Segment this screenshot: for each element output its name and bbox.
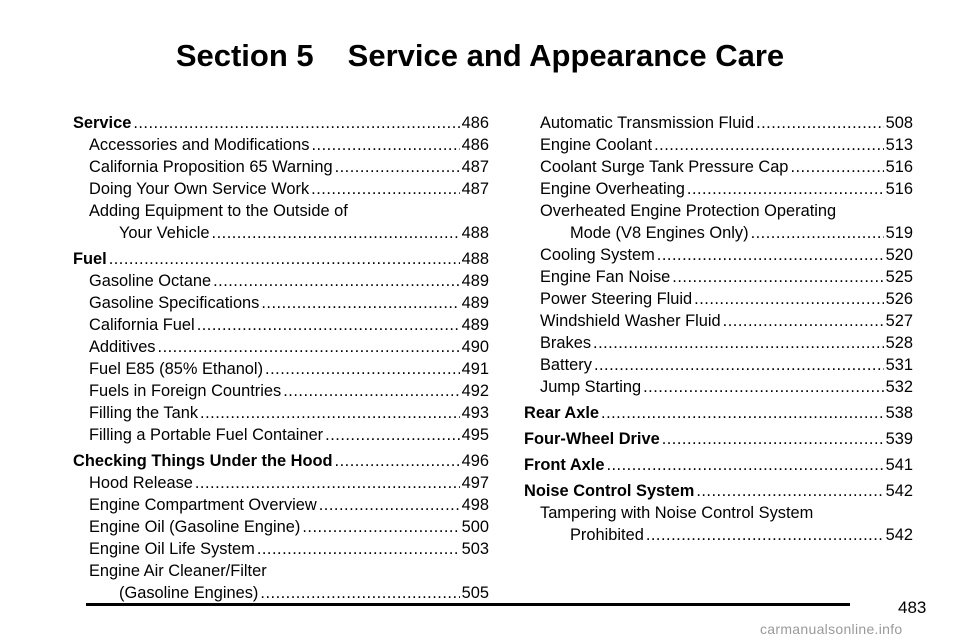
- dot-leader: [593, 332, 884, 354]
- toc-entry[interactable]: [73, 222, 489, 244]
- toc-page-number: 490: [461, 338, 489, 356]
- toc-page-number: 503: [461, 540, 489, 558]
- toc-entry[interactable]: [524, 376, 913, 398]
- toc-entry-label: Engine Fan Noise: [540, 268, 671, 286]
- toc-page-number: 488: [461, 250, 489, 268]
- toc-entry[interactable]: [73, 560, 489, 582]
- toc-page-number: 489: [461, 316, 489, 334]
- toc-page-number: 520: [885, 246, 913, 264]
- toc-entry[interactable]: [524, 310, 913, 332]
- toc-entry-label: Brakes: [540, 334, 592, 352]
- toc-page-number: 531: [885, 356, 913, 374]
- toc-page-number: 526: [885, 290, 913, 308]
- dot-leader: [646, 524, 884, 546]
- dot-leader: [325, 424, 459, 446]
- toc-entry-label: Fuel E85 (85% Ethanol): [89, 360, 264, 378]
- toc-right-column: [524, 112, 913, 546]
- toc-entry[interactable]: [73, 178, 489, 200]
- dot-leader: [302, 516, 459, 538]
- dot-leader: [213, 270, 460, 292]
- toc-entry-label: Engine Overheating: [540, 180, 685, 198]
- toc-page-number: 541: [885, 456, 913, 474]
- toc-section-heading[interactable]: [524, 428, 913, 450]
- dot-leader: [723, 310, 884, 332]
- toc-entry-label: Adding Equipment to the Outside of: [89, 202, 348, 220]
- toc-page-number: 487: [461, 158, 489, 176]
- toc-entry[interactable]: [73, 358, 489, 380]
- dot-leader: [662, 428, 884, 450]
- toc-page-number: 491: [461, 360, 489, 378]
- toc-entry-label: Tampering with Noise Control System: [540, 504, 814, 522]
- toc-entry[interactable]: [73, 424, 489, 446]
- dot-leader: [654, 134, 884, 156]
- toc-entry-label: Filling the Tank: [89, 404, 199, 422]
- toc-entry-label: Front Axle: [524, 456, 605, 474]
- toc-page-number: 488: [461, 224, 489, 242]
- toc-entry-label: Service: [73, 114, 132, 132]
- toc-entry-label: Checking Things Under the Hood: [73, 452, 333, 470]
- toc-entry[interactable]: [73, 200, 489, 222]
- toc-entry-label: Engine Coolant: [540, 136, 653, 154]
- toc-entry-label: Windshield Washer Fluid: [540, 312, 721, 330]
- toc-page-number: 489: [461, 272, 489, 290]
- toc-page-number: 497: [461, 474, 489, 492]
- toc-entry-label: Gasoline Octane: [89, 272, 212, 290]
- toc-entry-label: Prohibited: [570, 526, 644, 544]
- toc-section-heading[interactable]: [524, 402, 913, 424]
- dot-leader: [694, 288, 883, 310]
- dot-leader: [283, 380, 459, 402]
- toc-page-number: 527: [885, 312, 913, 330]
- dot-leader: [657, 244, 884, 266]
- toc-page-number: 495: [461, 426, 489, 444]
- toc-entry-label: Engine Oil (Gasoline Engine): [89, 518, 301, 536]
- toc-page-number: 532: [885, 378, 913, 396]
- toc-entry[interactable]: [73, 292, 489, 314]
- toc-entry-label: California Proposition 65 Warning: [89, 158, 333, 176]
- dot-leader: [790, 156, 883, 178]
- toc-entry[interactable]: [524, 156, 913, 178]
- dot-leader: [643, 376, 884, 398]
- toc-entry-label: Rear Axle: [524, 404, 600, 422]
- toc-page-number: 505: [461, 584, 489, 602]
- dot-leader: [197, 314, 460, 336]
- toc-entry[interactable]: [73, 582, 489, 604]
- toc-entry[interactable]: [524, 222, 913, 244]
- toc-entry-label: Battery: [540, 356, 592, 374]
- toc-entry[interactable]: [524, 354, 913, 376]
- toc-page-number: 508: [885, 114, 913, 132]
- toc-entry[interactable]: [73, 314, 489, 336]
- toc-page-number: 519: [885, 224, 913, 242]
- toc-section-heading[interactable]: [73, 112, 489, 134]
- toc-entry-label: Additives: [89, 338, 156, 356]
- toc-entry[interactable]: [524, 266, 913, 288]
- toc-entry[interactable]: [524, 244, 913, 266]
- section-label: Section 5: [175, 38, 314, 73]
- dot-leader: [257, 538, 460, 560]
- toc-entry[interactable]: [73, 270, 489, 292]
- dot-leader: [687, 178, 884, 200]
- dot-leader: [260, 582, 459, 604]
- toc-entry-label: Four-Wheel Drive: [524, 430, 660, 448]
- toc-entry[interactable]: [73, 472, 489, 494]
- toc-section-heading[interactable]: [524, 480, 913, 502]
- toc-page-number: 528: [885, 334, 913, 352]
- toc-page-number: 539: [885, 430, 913, 448]
- toc-page-number: 486: [461, 114, 489, 132]
- dot-leader: [319, 494, 460, 516]
- toc-page-number: 500: [461, 518, 489, 536]
- toc-entry[interactable]: [524, 112, 913, 134]
- toc-entry-label: Hood Release: [89, 474, 193, 492]
- dot-leader: [751, 222, 884, 244]
- toc-entry[interactable]: [73, 156, 489, 178]
- dot-leader: [335, 450, 460, 472]
- dot-leader: [311, 134, 459, 156]
- toc-entry-label: (Gasoline Engines): [119, 584, 259, 602]
- dot-leader: [195, 472, 460, 494]
- toc-entry[interactable]: [73, 402, 489, 424]
- dot-leader: [601, 402, 884, 424]
- toc-entry[interactable]: [73, 134, 489, 156]
- toc-entry[interactable]: [73, 336, 489, 358]
- toc-page-number: 516: [885, 180, 913, 198]
- toc-entry-label: Doing Your Own Service Work: [89, 180, 310, 198]
- toc-page-number: 487: [461, 180, 489, 198]
- toc-entry[interactable]: [524, 288, 913, 310]
- toc-section-heading[interactable]: [73, 450, 489, 472]
- dot-leader: [311, 178, 459, 200]
- toc-page-number: 496: [461, 452, 489, 470]
- toc-entry[interactable]: [73, 380, 489, 402]
- watermark: carmanualsonline.info: [760, 621, 903, 637]
- toc-entry[interactable]: [524, 502, 913, 524]
- toc-left-column: [73, 112, 489, 604]
- footer-rule: [86, 603, 850, 606]
- dot-leader: [756, 112, 884, 134]
- dot-leader: [606, 454, 883, 476]
- toc-entry[interactable]: [73, 538, 489, 560]
- toc-page-number: 542: [885, 482, 913, 500]
- dot-leader: [594, 354, 884, 376]
- toc-page-number: 486: [461, 136, 489, 154]
- toc-entry-label: Fuels in Foreign Countries: [89, 382, 282, 400]
- toc-entry[interactable]: [73, 494, 489, 516]
- toc-page-number: 538: [885, 404, 913, 422]
- section-title: Service and Appearance Care: [347, 38, 785, 73]
- toc-section-heading[interactable]: [524, 454, 913, 476]
- dot-leader: [265, 358, 460, 380]
- dot-leader: [133, 112, 459, 134]
- dot-leader: [672, 266, 883, 288]
- toc-entry[interactable]: [524, 524, 913, 546]
- toc-page-number: 492: [461, 382, 489, 400]
- toc-entry-label: Engine Compartment Overview: [89, 496, 317, 514]
- toc-entry-label: Filling a Portable Fuel Container: [89, 426, 324, 444]
- toc-entry-label: Cooling System: [540, 246, 655, 264]
- toc-entry[interactable]: [73, 516, 489, 538]
- dot-leader: [212, 222, 460, 244]
- toc-entry-label: Coolant Surge Tank Pressure Cap: [540, 158, 789, 176]
- dot-leader: [109, 248, 460, 270]
- dot-leader: [335, 156, 460, 178]
- toc-entry-label: Fuel: [73, 250, 107, 268]
- toc-entry-label: Gasoline Specifications: [89, 294, 260, 312]
- toc-entry-label: Overheated Engine Protection Operating: [540, 202, 837, 220]
- toc-page-number: 513: [885, 136, 913, 154]
- toc-page-number: 542: [885, 526, 913, 544]
- toc-entry-label: California Fuel: [89, 316, 195, 334]
- toc-entry-label: Jump Starting: [540, 378, 642, 396]
- dot-leader: [696, 480, 883, 502]
- toc-entry-label: Noise Control System: [524, 482, 695, 500]
- toc-entry-label: Your Vehicle: [119, 224, 210, 242]
- dot-leader: [158, 336, 460, 358]
- toc-page-number: 489: [461, 294, 489, 312]
- toc-page-number: 525: [885, 268, 913, 286]
- toc-section-heading[interactable]: [73, 248, 489, 270]
- toc-page-number: 516: [885, 158, 913, 176]
- page-title: [0, 36, 960, 76]
- toc-entry[interactable]: [524, 332, 913, 354]
- toc-page-number: 493: [461, 404, 489, 422]
- toc-entry[interactable]: [524, 134, 913, 156]
- dot-leader: [261, 292, 459, 314]
- toc-entry[interactable]: [524, 178, 913, 200]
- toc-entry-label: Mode (V8 Engines Only): [570, 224, 749, 242]
- toc-entry-label: Accessories and Modifications: [89, 136, 310, 154]
- toc-entry-label: Automatic Transmission Fluid: [540, 114, 755, 132]
- toc-page-number: 498: [461, 496, 489, 514]
- toc-entry-label: Power Steering Fluid: [540, 290, 693, 308]
- toc-entry[interactable]: [524, 200, 913, 222]
- toc-entry-label: Engine Air Cleaner/Filter: [89, 562, 267, 580]
- dot-leader: [200, 402, 460, 424]
- page-number: 483: [898, 598, 927, 617]
- toc-entry-label: Engine Oil Life System: [89, 540, 255, 558]
